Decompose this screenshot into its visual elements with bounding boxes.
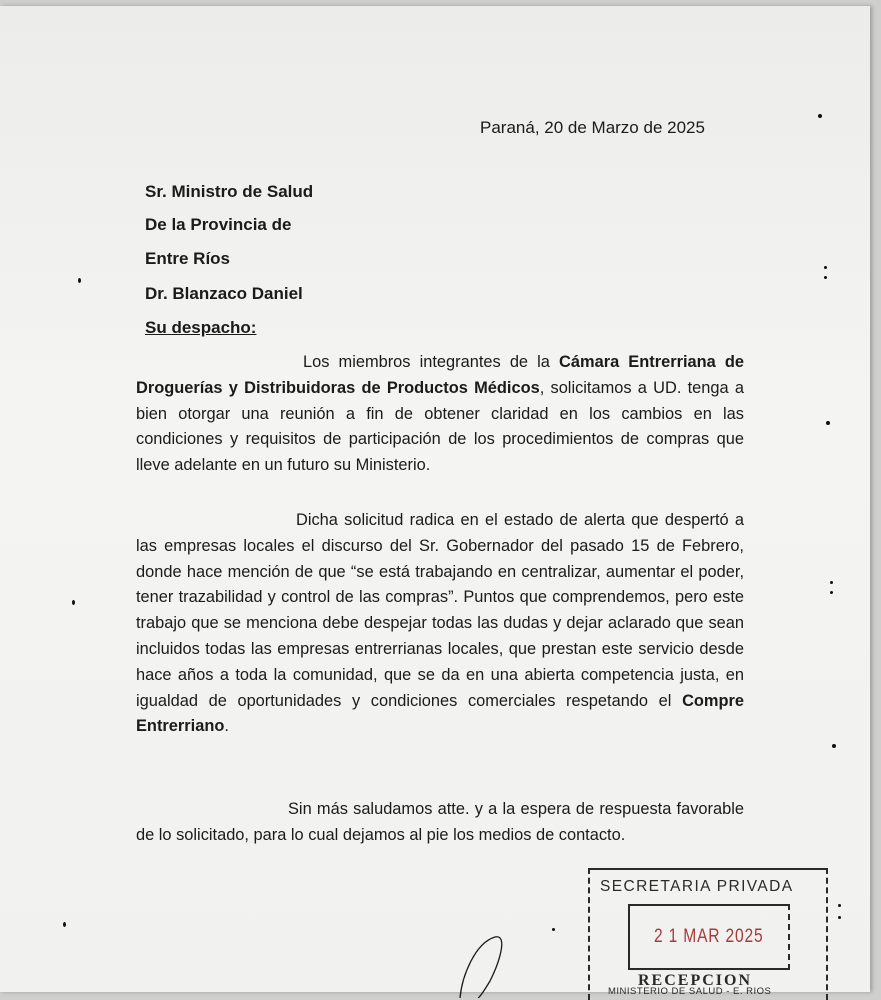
recipient-line-4: Dr. Blanzaco Daniel bbox=[145, 284, 303, 303]
recipient-line-1: Sr. Ministro de Salud bbox=[145, 182, 314, 201]
scan-speck bbox=[824, 266, 827, 269]
paragraph-1 bbox=[136, 350, 744, 479]
letter-page bbox=[0, 6, 870, 997]
scan-speck bbox=[826, 421, 830, 425]
scan-speck bbox=[78, 278, 81, 283]
scan-speck bbox=[824, 276, 827, 279]
p2-text-a: Dicha solicitud radica en el estado de alerta que despertó a las empresas locales el discurso del Sr. Gobernador del pasado 15 de Febrero, donde hace mención de que “se está trabajando en centralizar, aumentar el poder, tener trazabilidad y control de las compras”. Puntos que comprendemos, pero este trabajo que se menciona debe despejar todas las dudas y dejar aclarado que sean incluidos todas las empresas entrerrianas locales, que prestan este servicio desde hace años a toda la comunidad, que se da en una abierta competencia justa, en igualdad de oportunidades y condiciones comerciales respetando el bbox=[136, 511, 744, 710]
scan-speck bbox=[832, 744, 836, 748]
recipient-line-2: De la Provincia de bbox=[145, 215, 292, 234]
paragraph-2 bbox=[136, 508, 744, 740]
signature-stroke bbox=[440, 931, 530, 998]
paragraph-3: Sin más saludamos atte. y a la espera de respuesta favorable de lo solicitado, para lo cual dejamos al pie los medios de contacto. bbox=[136, 800, 744, 844]
reception-stamp bbox=[588, 868, 828, 1000]
scan-speck bbox=[838, 904, 841, 907]
stamp-date: 2 1 MAR 2025 bbox=[654, 926, 764, 947]
p1-text-a: Los miembros integrantes de la bbox=[303, 353, 560, 371]
scan-speck bbox=[552, 928, 555, 931]
p2-compre-entrerriano: Compre Entrerriano bbox=[136, 691, 744, 736]
p1-chamber-name: Cámara Entrerriana de Droguerías y Distribuidoras de Productos Médicos bbox=[136, 353, 744, 397]
stamp-date-box bbox=[628, 904, 790, 970]
scan-speck bbox=[63, 922, 66, 927]
scan-speck bbox=[72, 600, 75, 605]
salutation: Su despacho: bbox=[145, 318, 257, 337]
p1-text-c: , solicitamos a UD. tenga a bien otorgar una reunión a fin de obtener claridad en los cambios en las condiciones y requisitos de participación de los procedimientos de compras que lleve adelante en un futuro su Ministerio. bbox=[136, 378, 744, 475]
stamp-title: SECRETARIA PRIVADA bbox=[600, 878, 794, 895]
scan-speck bbox=[830, 581, 833, 584]
scan-speck bbox=[838, 916, 841, 919]
scan-speck bbox=[830, 591, 833, 594]
recipient-line-3: Entre Ríos bbox=[145, 249, 231, 268]
scan-speck bbox=[818, 114, 822, 118]
p2-text-c: . bbox=[224, 717, 229, 736]
stamp-reception: RECEPCION bbox=[638, 972, 753, 989]
letter-date: Paraná, 20 de Marzo de 2025 bbox=[480, 118, 705, 137]
stamp-ministry: MINISTERIO DE SALUD - E. RIOS bbox=[608, 986, 772, 997]
